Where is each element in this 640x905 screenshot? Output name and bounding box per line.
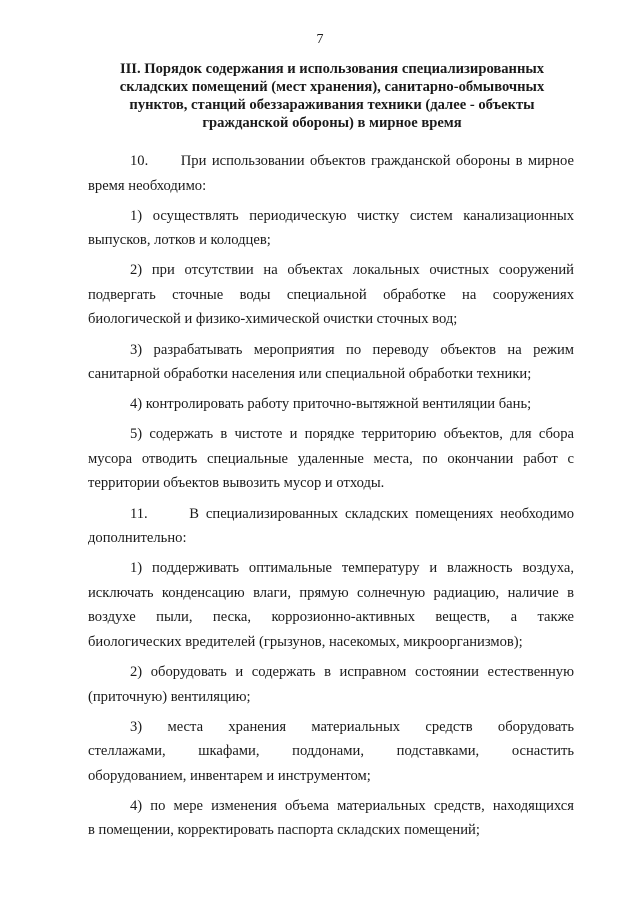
list-item-5 xyxy=(88,422,574,496)
text-line: стеллажами, шкафами, поддонами, подставками, оснастить xyxy=(88,743,574,760)
text-line: биологической и физико-химической очистки сточных вод; xyxy=(88,311,458,328)
list-item-3 xyxy=(88,715,574,789)
text-line: оборудованием, инвентарем и инструментом; xyxy=(88,767,371,784)
text-line: исключать конденсацию влаги, прямую солнечную радиацию, наличие в xyxy=(88,584,574,601)
text-line: подвергать сточные воды специальной обработке на сооружениях xyxy=(88,286,574,303)
list-item-4 xyxy=(88,794,574,843)
heading-line: пунктов, станций обеззараживания техники (далее - объекты xyxy=(129,97,535,113)
heading-line: складских помещений (мест хранения), санитарно-обмывочных xyxy=(119,79,545,95)
text-line: мусора отводить специальные удаленные места, по окончании работ с xyxy=(88,450,574,467)
text-line: биологических вредителей (грызунов, насекомых, микроорганизмов); xyxy=(88,633,523,650)
list-item-1 xyxy=(88,556,574,654)
text-line: 1) осуществлять периодическую чистку систем канализационных xyxy=(130,207,574,224)
text-line: 3) места хранения материальных средств оборудовать xyxy=(130,718,574,735)
text-line: выпусков, лотков и колодцев; xyxy=(88,232,271,249)
text-line: 1) поддерживать оптимальные температуру и влажность воздуха, xyxy=(130,560,574,577)
page-number: 7 xyxy=(316,32,324,47)
text-line: санитарной обработки населения или специальной обработки техники; xyxy=(88,366,532,383)
body-text xyxy=(88,149,574,843)
list-item-4 xyxy=(88,392,574,417)
text-line: 3) разрабатывать мероприятия по переводу объектов на режим xyxy=(130,341,574,358)
section-heading xyxy=(92,60,572,132)
paragraph-10 xyxy=(88,149,574,198)
list-item-3 xyxy=(88,338,574,387)
text-line: в помещении, корректировать паспорта складских помещений; xyxy=(88,822,480,839)
text-line: (приточную) вентиляцию; xyxy=(88,688,251,705)
text-line: воздухе пыли, песка, коррозионно-активных веществ, а также xyxy=(88,609,574,626)
text-line: 2) при отсутствии на объектах локальных очистных сооружений xyxy=(130,262,574,279)
list-item-2 xyxy=(88,660,574,709)
list-item-1 xyxy=(88,204,574,253)
text-line: территории объектов вывозить мусор и отходы. xyxy=(88,475,385,492)
paragraph-11 xyxy=(88,502,574,551)
heading-line: III. Порядок содержания и использования специализированных xyxy=(119,61,545,77)
text-line: 4) контролировать работу приточно-вытяжной вентиляции бань; xyxy=(130,396,532,413)
heading-line: гражданской обороны) в мирное время xyxy=(202,115,462,131)
text-line: 4) по мере изменения объема материальных средств, находящихся xyxy=(130,797,574,814)
text-line: 2) оборудовать и содержать в исправном состоянии естественную xyxy=(130,664,574,680)
text-line: 10. При использовании объектов гражданской обороны в мирное xyxy=(130,153,574,169)
text-line: время необходимо: xyxy=(88,177,207,194)
text-line: дополнительно: xyxy=(88,530,187,547)
list-item-2 xyxy=(88,258,574,332)
text-line: 11. В специализированных складских помещениях необходимо xyxy=(130,505,574,522)
text-line: 5) содержать в чистоте и порядке территорию объектов, для сбора xyxy=(130,426,574,443)
